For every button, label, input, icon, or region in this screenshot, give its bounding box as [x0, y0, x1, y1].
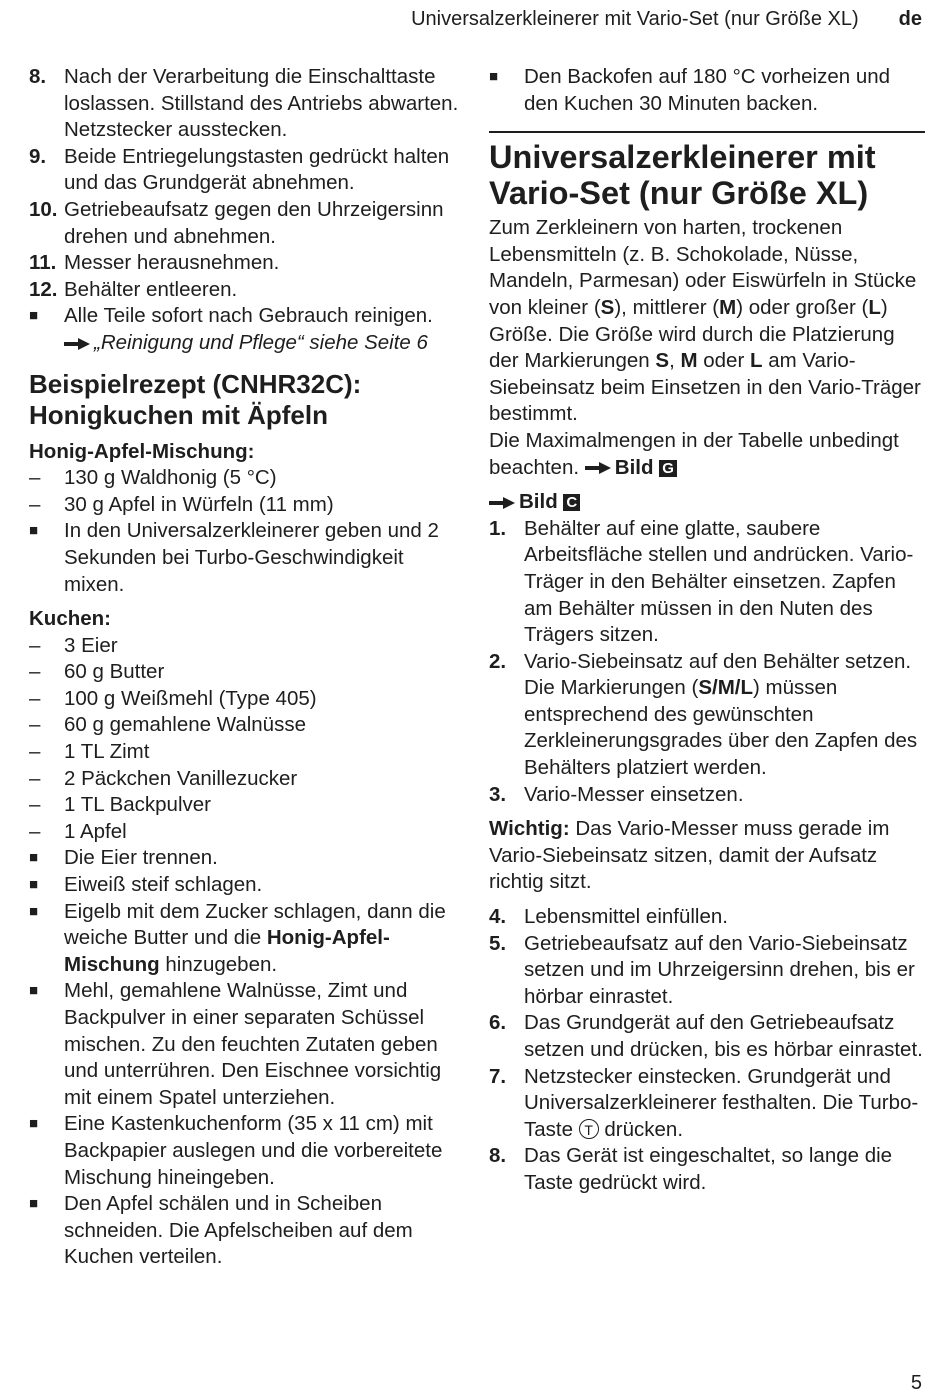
step-text: Vario-Siebeinsatz auf den Behälter setzen. — [524, 649, 912, 673]
bullet-item — [29, 518, 459, 598]
dash-marker: – — [29, 660, 41, 684]
bullet-text: Alle Teile sofort nach Gebrauch reinigen. — [64, 304, 433, 328]
step-item: 7. Netzstecker einstecken. Grundgerät und Universalzerkleinerer festhalten. Die Turbo-Taste T drücken. — [489, 1064, 925, 1144]
square-bullet-icon: ■ — [29, 902, 39, 920]
left-column — [29, 64, 459, 1271]
dash-marker: – — [29, 633, 41, 657]
ingredient-text: 1 TL Backpulver — [64, 793, 211, 817]
ingredient-text: 2 Päckchen Vanillezucker — [64, 766, 298, 790]
step-number: 3. — [489, 782, 507, 806]
ingredient-text: 100 g Weißmehl (Type 405) — [64, 686, 317, 710]
step-number: 12. — [29, 277, 58, 301]
ingredient-text: 3 Eier — [64, 633, 118, 657]
header-title: Universalzerkleinerer mit Vario-Set (nur Größe XL) — [411, 7, 859, 30]
ingredient-item — [29, 792, 459, 819]
ingredient-item — [29, 712, 459, 739]
bullet-text: Den Apfel schälen und in Scheiben schneiden. Die Apfelscheiben auf dem Kuchen verteilen. — [64, 1192, 413, 1269]
step-text: Beide Entriegelungstasten gedrückt halten und das Grundgerät abnehmen. — [64, 144, 450, 195]
square-bullet-icon: ■ — [29, 849, 39, 867]
bullet-text: Eiweiß steif schlagen. — [64, 873, 263, 897]
dash-marker: – — [29, 740, 41, 764]
arrow-right-icon — [489, 497, 515, 509]
mix-heading: Honig-Apfel-Mischung: — [29, 439, 255, 463]
square-bullet-icon: ■ — [29, 522, 39, 540]
figure-letter-badge: C — [563, 494, 580, 511]
step-number: 5. — [489, 931, 507, 955]
ingredient-item — [29, 739, 459, 766]
ingredient-text: 60 g Butter — [64, 660, 165, 684]
step-item — [29, 144, 459, 197]
square-bullet-icon: ■ — [489, 68, 499, 85]
dash-marker: – — [29, 766, 41, 790]
step-text: Behälter entleeren. — [64, 277, 238, 301]
page-number: 5 — [910, 1372, 922, 1394]
square-bullet-icon: ■ — [29, 1115, 39, 1133]
cake-heading: Kuchen: — [29, 607, 111, 631]
bullet-text: Eigelb mit dem Zucker schlagen, dann die weiche Butter und die — [64, 899, 446, 950]
bullet-text: Die Eier trennen. — [64, 846, 218, 870]
step-text: Messer herausnehmen. — [64, 251, 280, 275]
ingredient-item — [29, 686, 459, 713]
step-text: Das Gerät ist eingeschaltet, so lange die Taste gedrückt wird. — [524, 1144, 893, 1194]
table-note-paragraph: Die Maximalmengen in der Tabelle unbedingt beachten. Bild G — [489, 428, 899, 479]
step-text: Das Grundgerät auf den Getriebeaufsatz setzen und drücken, bis es hörbar einrastet. — [524, 1011, 923, 1061]
arrow-right-icon — [585, 462, 611, 474]
step-number: 11. — [29, 251, 57, 275]
step-text: Getriebeaufsatz gegen den Uhrzeigersinn drehen und abnehmen. — [64, 197, 444, 248]
step-item — [29, 250, 459, 277]
dash-marker: – — [29, 492, 41, 516]
bold-term: Honig-Apfel-Mischung — [64, 926, 390, 976]
square-bullet-icon: ■ — [29, 1195, 39, 1213]
ingredient-text: 130 g Waldhonig (5 °C) — [64, 466, 277, 490]
step-text: Netzstecker einstecken. Grundgerät und Universalzerkleinerer festhalten. Die Turbo-Taste — [524, 1064, 919, 1141]
bullet-item — [29, 1111, 459, 1191]
right-column — [489, 64, 925, 1197]
step-item — [489, 516, 925, 649]
step-number: 4. — [489, 905, 507, 929]
step-item — [489, 1143, 925, 1196]
dash-marker: – — [29, 686, 41, 710]
dash-marker: – — [29, 819, 41, 843]
note-text: Das Vario-Messer muss gerade im Vario-Siebeinsatz sitzen, damit der Aufsatz richtig sitzt. — [489, 817, 890, 894]
ingredient-text: 1 Apfel — [64, 819, 127, 843]
bullet-text: Mehl, gemahlene Walnüsse, Zimt und Backpulver in einer separaten Schüssel mischen. Zu den feuchten Zutaten geben und unterrühren. Den Eischnee vorsichtig mit einem Spatel unterziehen. — [64, 979, 442, 1109]
ingredient-item — [29, 659, 459, 686]
step-item — [29, 197, 459, 250]
figure-reference[interactable]: Bild — [519, 490, 558, 514]
note-label: Wichtig: — [489, 817, 570, 841]
section-divider — [489, 131, 925, 133]
arrow-right-icon — [64, 338, 90, 350]
turbo-button-icon: T — [579, 1119, 599, 1139]
cross-reference-link[interactable]: „Reinigung und Pflege“ siehe Seite 6 — [94, 330, 428, 354]
bullet-item — [29, 978, 459, 1111]
figure-reference[interactable]: Bild — [614, 455, 654, 479]
step-number: 8. — [29, 65, 47, 88]
step-text: Behälter auf eine glatte, saubere Arbeitsfläche stellen und andrücken. Vario-Träger in den Behälter einsetzen. Zapfen am Behälter müssen in den Nuten des Trägers sitzen. — [524, 516, 914, 647]
important-note — [489, 816, 925, 896]
dash-marker: – — [29, 793, 41, 817]
step-text: Lebensmittel einfüllen. — [524, 905, 728, 929]
step-item — [489, 931, 925, 1011]
ingredient-item — [29, 766, 459, 793]
step-item — [489, 1010, 925, 1063]
ingredient-item — [29, 465, 459, 492]
bullet-item — [29, 1191, 459, 1271]
section-heading: Universalzerkleinerer mit Vario-Set (nur Größe XL) — [489, 139, 876, 212]
square-bullet-icon: ■ — [29, 876, 39, 894]
bullet-item — [489, 64, 925, 117]
step-number: 6. — [489, 1011, 507, 1035]
square-bullet-icon: ■ — [29, 982, 39, 1000]
step-item — [29, 277, 459, 304]
dash-marker: – — [29, 466, 41, 490]
step-number: 2. — [489, 649, 507, 673]
ingredient-item — [29, 819, 459, 846]
step-item — [489, 904, 925, 931]
step-number: 9. — [29, 144, 47, 168]
language-code: de — [898, 7, 922, 30]
bullet-text: hinzugeben. — [165, 952, 278, 976]
step-number: 7. — [489, 1064, 507, 1088]
bullet-text: Eine Kastenkuchenform (35 x 11 cm) mit Backpapier auslegen und die vorbereitete Mischung hineingeben. — [64, 1112, 443, 1189]
bullet-item — [29, 899, 459, 979]
bullet-text: In den Universalzerkleinerer geben und 2 Sekunden bei Turbo-Geschwindigkeit mixen. — [64, 519, 439, 596]
ingredient-item — [29, 492, 459, 519]
figure-letter-badge: G — [659, 460, 677, 477]
recipe-heading: Beispielrezept (CNHR32C): Honigkuchen mit Äpfeln — [29, 368, 362, 430]
figure-ref-line — [489, 489, 925, 516]
step-text: Nach der Verarbeitung die Einschalttaste loslassen. Stillstand des Antriebs abwarten. Netzstecker ausstecken. — [64, 65, 459, 142]
page-header — [411, 6, 922, 32]
intro-paragraph: Zum Zerkleinern von harten, trockenen Lebensmitteln (z. B. Schokolade, Nüsse, Mandeln, Parmesan) oder Eiswürfeln in Stücke von kleiner (S), mittlerer (M) oder großer (L) Größe. Die Größe wird durch die Platzierung der Markierungen S, M oder L am Vario-Siebeinsatz beim Einsetzen in den Vario-Träger bestimmt. — [489, 216, 921, 426]
step-item: 2. Vario-Siebeinsatz auf den Behälter setzen. Die Markierungen (S/M/L) müssen entsprechend des gewünschten Zerkleinerungsgrades über den Zapfen des Behälters platziert werden. — [489, 649, 925, 782]
ingredient-text: 60 g gemahlene Walnüsse — [64, 713, 306, 737]
ingredient-item — [29, 633, 459, 660]
ingredient-text: 30 g Apfel in Würfeln (11 mm) — [64, 492, 334, 516]
square-bullet-icon: ■ — [29, 307, 39, 325]
bullet-text: Den Backofen auf 180 °C vorheizen und den Kuchen 30 Minuten backen. — [524, 65, 891, 115]
step-text: Getriebeaufsatz auf den Vario-Siebeinsatz setzen und im Uhrzeigersinn drehen, bis er hörbar einrastet. — [524, 931, 915, 1008]
bullet-item — [29, 845, 459, 872]
bullet-item — [29, 872, 459, 899]
ingredient-text: 1 TL Zimt — [64, 740, 150, 764]
dash-marker: – — [29, 713, 41, 737]
bullet-item — [29, 303, 459, 356]
step-number: 10. — [29, 197, 58, 221]
step-item — [489, 782, 925, 809]
step-number: 1. — [489, 516, 507, 540]
step-text: Vario-Messer einsetzen. — [524, 782, 744, 806]
step-number: 8. — [489, 1144, 507, 1168]
step-item — [29, 64, 459, 144]
